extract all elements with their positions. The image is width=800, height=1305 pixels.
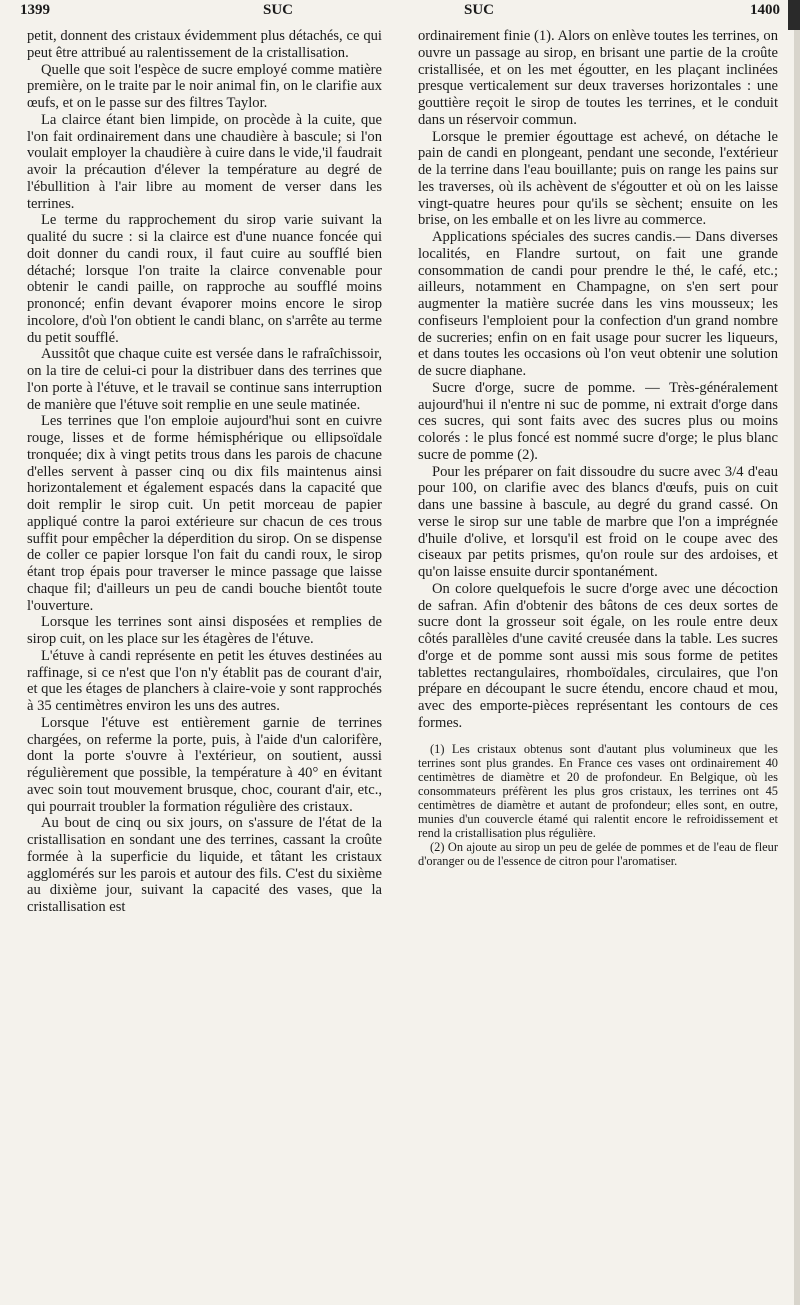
footnotes (418, 742, 778, 869)
right-column (418, 28, 778, 868)
running-header (20, 0, 782, 24)
paragraph: Sucre d'orge, sucre de pomme. — Très-généralement aujourd'hui il n'entre ni suc de pomme, ni extrait d'orge dans ces sucres, qui sont faits avec des sucres plus ou moins colorés : le plus foncé est nommé sucre d'orge; le plus blanc sucre de pomme (2). (418, 379, 778, 463)
paragraph: ordinairement finie (1). Alors on enlève toutes les terrines, on ouvre un passage au sirop, en brisant une partie de la croûte cristallisée, et on les met égoutter, en les plaçant inclinées presque verticalement sur deux traverses horizontales : une gouttière reçoit le sirop de toutes les terrines, et le conduit dans un réservoir commun. (418, 28, 778, 128)
right-page-number: 1400 (750, 2, 780, 18)
left-page-number: 1399 (20, 2, 50, 18)
paragraph: Lorsque le premier égouttage est achevé, on détache le pain de candi en plongeant, pendant une seconde, l'extérieur de la terrine dans l'eau bouillante; puis on range les pains sur les traverses, où ils achèvent de s'égoutter et où on les laisse vingt-quatre heures pour qu'ils se sèchent; ensuite on les brise, on les emballe et on les livre au commerce. (418, 128, 778, 229)
paragraph: Aussitôt que chaque cuite est versée dans le rafraîchissoir, on la tire de celui-ci pour la distribuer dans des terrines que l'on porte à l'étuve, et le travail se continue sans interruption de manière que l'étuve soit remplie en une seule matinée. (27, 346, 382, 413)
page-corner-shadow (788, 0, 800, 30)
left-running-title: SUC (263, 2, 294, 18)
footnote-1: (1) Les cristaux obtenus sont d'autant plus volumineux que les terrines sont plus grandes. En France ces vases ont ordinairement 40 centimètres de diamètre et 20 de profondeur. En Belgique, où les consommateurs préfèrent les plus gros cristaux, les terrines ont 45 centimètres de diamètre et autant de profondeur; elles sont, en outre, munies d'un couvercle étamé qui ralentit encore le refroidissement et rend la cristallisation plus régulière. (418, 741, 778, 841)
paragraph: Les terrines que l'on emploie aujourd'hui sont en cuivre rouge, lisses et de forme hémisphérique ou ellipsoïdale tronquée; dix à vingt petits trous dans les parois de chacune d'elles servent à passer cinq ou dix fils maintenus ainsi horizontalement et également espacés dans la capacité que doit remplir le sirop cuit. Un petit morceau de papier appliqué contre la paroi extérieure sur chacun de ces trous suffit pour empêcher la déperdition du sirop. On se dispense de coller ce papier lorsque l'on fait du candi roux, le sirop étant trop épais pour traverser le mince passage que laisse chaque fil; d'ailleurs un peu de candi bouche bientôt toute l'ouverture. (27, 413, 382, 614)
paragraph: Quelle que soit l'espèce de sucre employé comme matière première, on le traite par le noir animal fin, on le clarifie aux œufs, et on le passe sur des filtres Taylor. (27, 61, 382, 111)
paragraph: On colore quelquefois le sucre d'orge avec une décoction de safran. Afin d'obtenir des bâtons de ces deux sortes de sucre dont la grosseur soit égale, on les roule entre deux côtés parallèles d'une cavité creusée dans la table. Les sucres d'orge et de pomme sont aussi mis sous forme de petites tablettes rectangulaires, rhomboïdales, circulaires, que l'on prépare en découpant le sucre étendu, encore chaud et mou, avec des emporte-pièces représentant les contours de ces formes. (418, 580, 778, 731)
right-running-title: SUC (464, 2, 495, 18)
page-edge (794, 0, 800, 1305)
paragraph: Lorsque les terrines sont ainsi disposées et remplies de sirop cuit, on les place sur les étagères de l'étuve. (27, 614, 382, 647)
footnote-2: (2) On ajoute au sirop un peu de gelée de pommes et de l'eau de fleur d'oranger ou de l'essence de citron pour l'aromatiser. (418, 840, 778, 869)
footnote-separator (418, 732, 778, 742)
paragraph: La clairce étant bien limpide, on procède à la cuite, que l'on fait ordinairement dans une chaudière à bascule; si l'on voulait employer la chaudière à cuire dans le vide,'il faudrait avoir la précaution d'élever la température au degré de l'ébullition à l'air libre au moment de verser dans les terrines. (27, 111, 382, 212)
paragraph: Lorsque l'étuve est entièrement garnie de terrines chargées, on referme la porte, puis, à l'aide d'un calorifère, dont la porte s'ouvre à l'extérieur, on soutient, aussi régulièrement que possible, la température à 40° en évitant avec soin tout mouvement brusque, choc, courant d'air, etc., qui pourrait troubler la formation régulière des cristaux. (27, 714, 382, 815)
paragraph: Le terme du rapprochement du sirop varie suivant la qualité du sucre : si la clairce est d'une nuance foncée qui doit donner du candi roux, il faut cuire au soufflé bien détaché; lorsque l'on traite la clairce convenable pour obtenir le candi paille, on rapproche au soufflé moins prononcé; enfin devant évaporer moins encore le sirop incolore, d'où l'on obtient le candi blanc, on s'arrête au terme du petit soufflé. (27, 212, 382, 346)
left-column (27, 28, 382, 916)
paragraph: petit, donnent des cristaux évidemment plus détachés, ce qui peut être attribué au ralentissement de la cristallisation. (27, 28, 382, 61)
paragraph: Pour les préparer on fait dissoudre du sucre avec 3/4 d'eau pour 100, on clarifie avec des blancs d'œufs, puis on cuit dans une bassine à bascule, au degré du grand cassé. On verse le sirop sur une table de marbre que l'on a imprégnée d'huile d'olive, et lorsqu'il est froid on le coupe avec des ciseaux par petits prismes, qu'on roule sur des ardoises, et qu'on laisse ensuite durcir spontanément. (418, 463, 778, 580)
paragraph: L'étuve à candi représente en petit les étuves destinées au raffinage, si ce n'est que l'on n'y établit pas de courant d'air, et que les étages de planchers à claire-voie y sont rapprochés à 35 centimètres environ les uns des autres. (27, 647, 382, 714)
paragraph: Au bout de cinq ou six jours, on s'assure de l'état de la cristallisation en sondant une des terrines, cassant la croûte formée à la superficie du liquide, et tâtant les cristaux agglomérés sur les parois et autour des fils. C'est du sixième au dixième jour, suivant la capacité des vases, que la cristallisation est (27, 815, 382, 915)
paragraph: Applications spéciales des sucres candis.— Dans diverses localités, en Flandre surtout, on fait une grande consommation de candi pour prendre le thé, le café, etc.; ailleurs, notamment en Champagne, on s'en sert pour augmenter la matière sucrée dans les vins mousseux; les confiseurs l'emploient pour la confection d'un grand nombre de sucreries; enfin on en fait usage pour sucrer les liqueurs, et dans toutes les occasions où l'on veut obtenir une solution de sucre diaphane. (418, 229, 778, 379)
